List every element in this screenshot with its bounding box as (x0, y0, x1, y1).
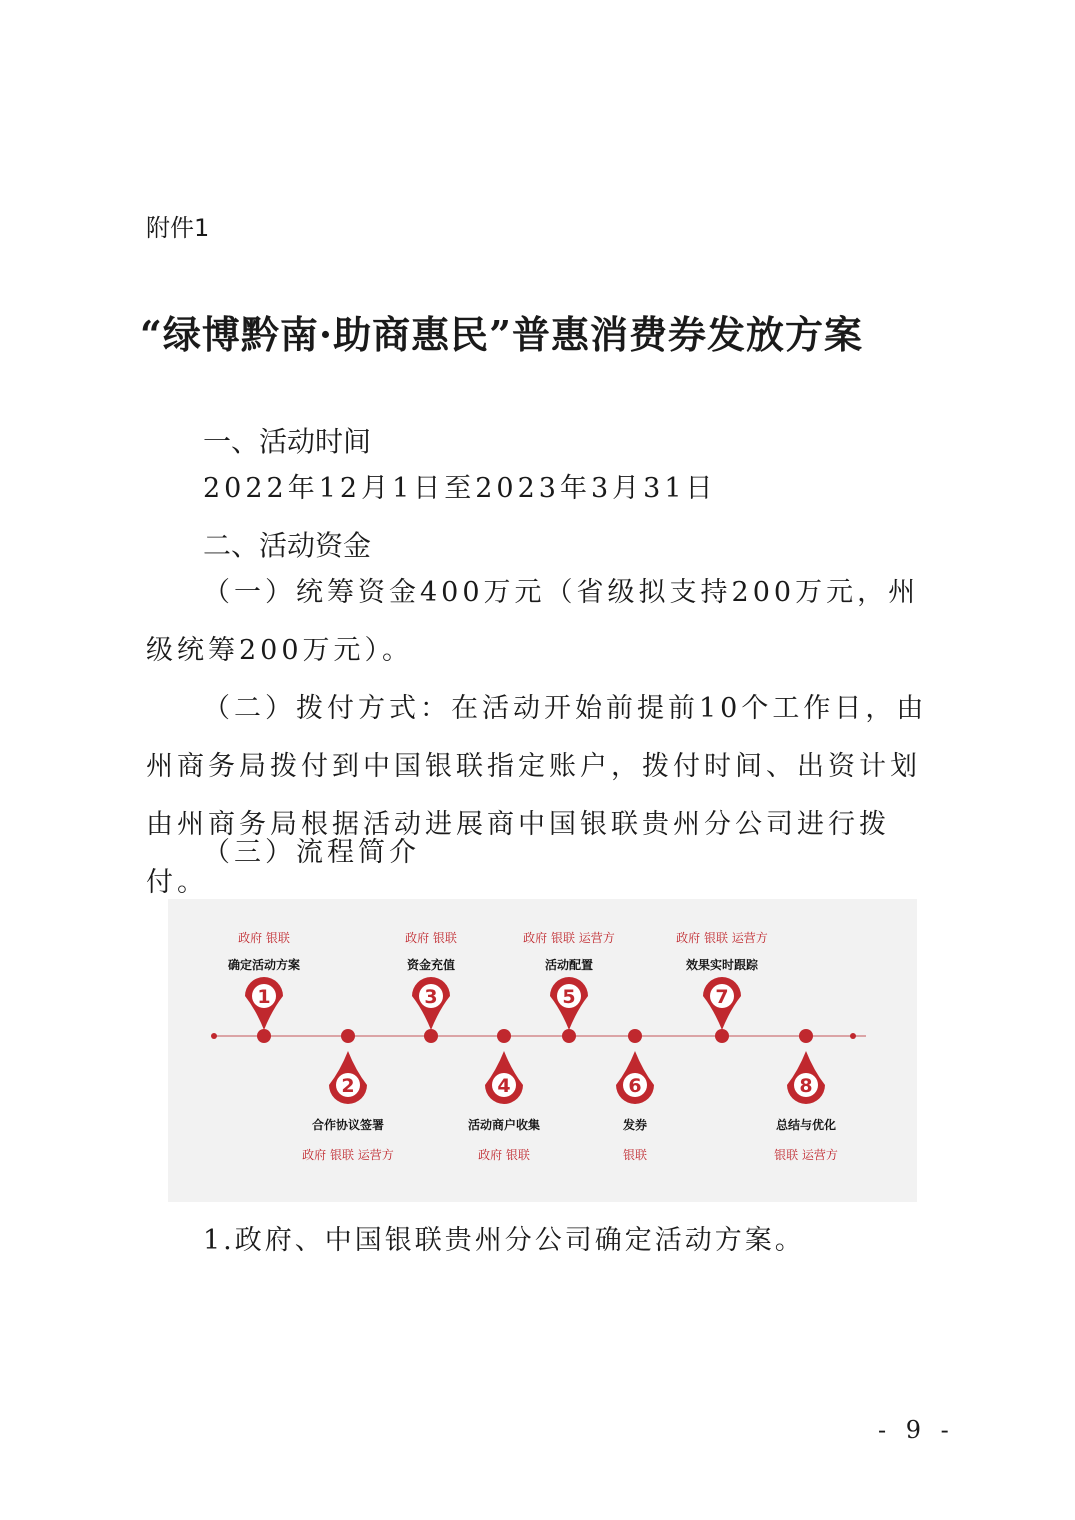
timeline-node-4 (497, 1029, 511, 1043)
document-title: “绿博黔南·助商惠民”普惠消费券发放方案 (140, 312, 863, 357)
flow-step-marker-3 (412, 977, 450, 1043)
step-label-2: 合作协议签署 (311, 1118, 385, 1132)
section2-heading: 二、活动资金 (203, 529, 372, 562)
flow-step-marker-5 (550, 977, 588, 1043)
funding-item-2: （二）拨付方式：在活动开始前提前10个工作日，由州商务局拨付到中国银联指定账户，拨付时间、出资计划由州商务局根据活动进展商中国银联贵州分公司进行拨付。 (146, 693, 928, 898)
step-label-1: 确定活动方案 (227, 958, 301, 972)
step-label-4: 活动商户收集 (467, 1118, 541, 1132)
step-number-1: 1 (257, 986, 271, 1008)
step-number-8: 8 (799, 1075, 813, 1097)
process-flow-diagram (168, 899, 917, 1202)
step-party-5: 政府 银联 运营方 (523, 931, 615, 945)
step-number-3: 3 (424, 986, 438, 1008)
step-number-2: 2 (341, 1075, 355, 1097)
step-label-5: 活动配置 (544, 958, 594, 972)
timeline-node-6 (628, 1029, 642, 1043)
step-party-7: 政府 银联 运营方 (676, 931, 768, 945)
timeline-node-5 (562, 1029, 576, 1043)
timeline-node-1 (257, 1029, 271, 1043)
timeline-node-3 (424, 1029, 438, 1043)
step1-text: 1.政府、中国银联贵州分公司确定活动方案。 (203, 1225, 805, 1256)
step-party-2: 政府 银联 运营方 (302, 1148, 394, 1162)
timeline-node-7 (715, 1029, 729, 1043)
step-label-6: 发券 (622, 1118, 648, 1132)
step-number-4: 4 (497, 1075, 511, 1097)
step-party-3: 政府 银联 (405, 931, 457, 945)
attachment-label: 附件1 (146, 214, 210, 242)
timeline-node-8 (799, 1029, 813, 1043)
timeline-node-2 (341, 1029, 355, 1043)
page-number: - 9 - (878, 1416, 955, 1444)
flow-step-marker-7 (703, 977, 741, 1043)
section1-heading: 一、活动时间 (203, 425, 372, 458)
step-party-8: 银联 运营方 (774, 1148, 838, 1162)
flow-step-marker-4 (485, 1029, 523, 1104)
step-number-6: 6 (628, 1075, 642, 1097)
step-party-4: 政府 银联 (478, 1148, 530, 1162)
step-label-7: 效果实时跟踪 (685, 958, 759, 972)
flow-step-marker-6 (616, 1029, 654, 1104)
activity-time-text: 2022年12月1日至2023年3月31日 (203, 473, 717, 504)
flow-step-marker-8 (787, 1029, 825, 1104)
funding-item-1: （一）统筹资金400万元（省级拟支持200万元，州级统筹200万元）。 (146, 577, 920, 666)
step-party-6: 银联 (622, 1148, 648, 1162)
step-label-3: 资金充值 (406, 958, 456, 972)
flow-step-marker-2 (329, 1029, 367, 1104)
step-party-1: 政府 银联 (238, 931, 290, 945)
flow-step-marker-1 (245, 977, 283, 1043)
timeline-start-dot (211, 1033, 217, 1039)
step-number-5: 5 (562, 986, 576, 1008)
step-number-7: 7 (715, 986, 729, 1008)
funding-item-3: （三）流程简介 (203, 837, 420, 868)
step-label-8: 总结与优化 (775, 1118, 837, 1132)
timeline-end-dot (850, 1033, 856, 1039)
